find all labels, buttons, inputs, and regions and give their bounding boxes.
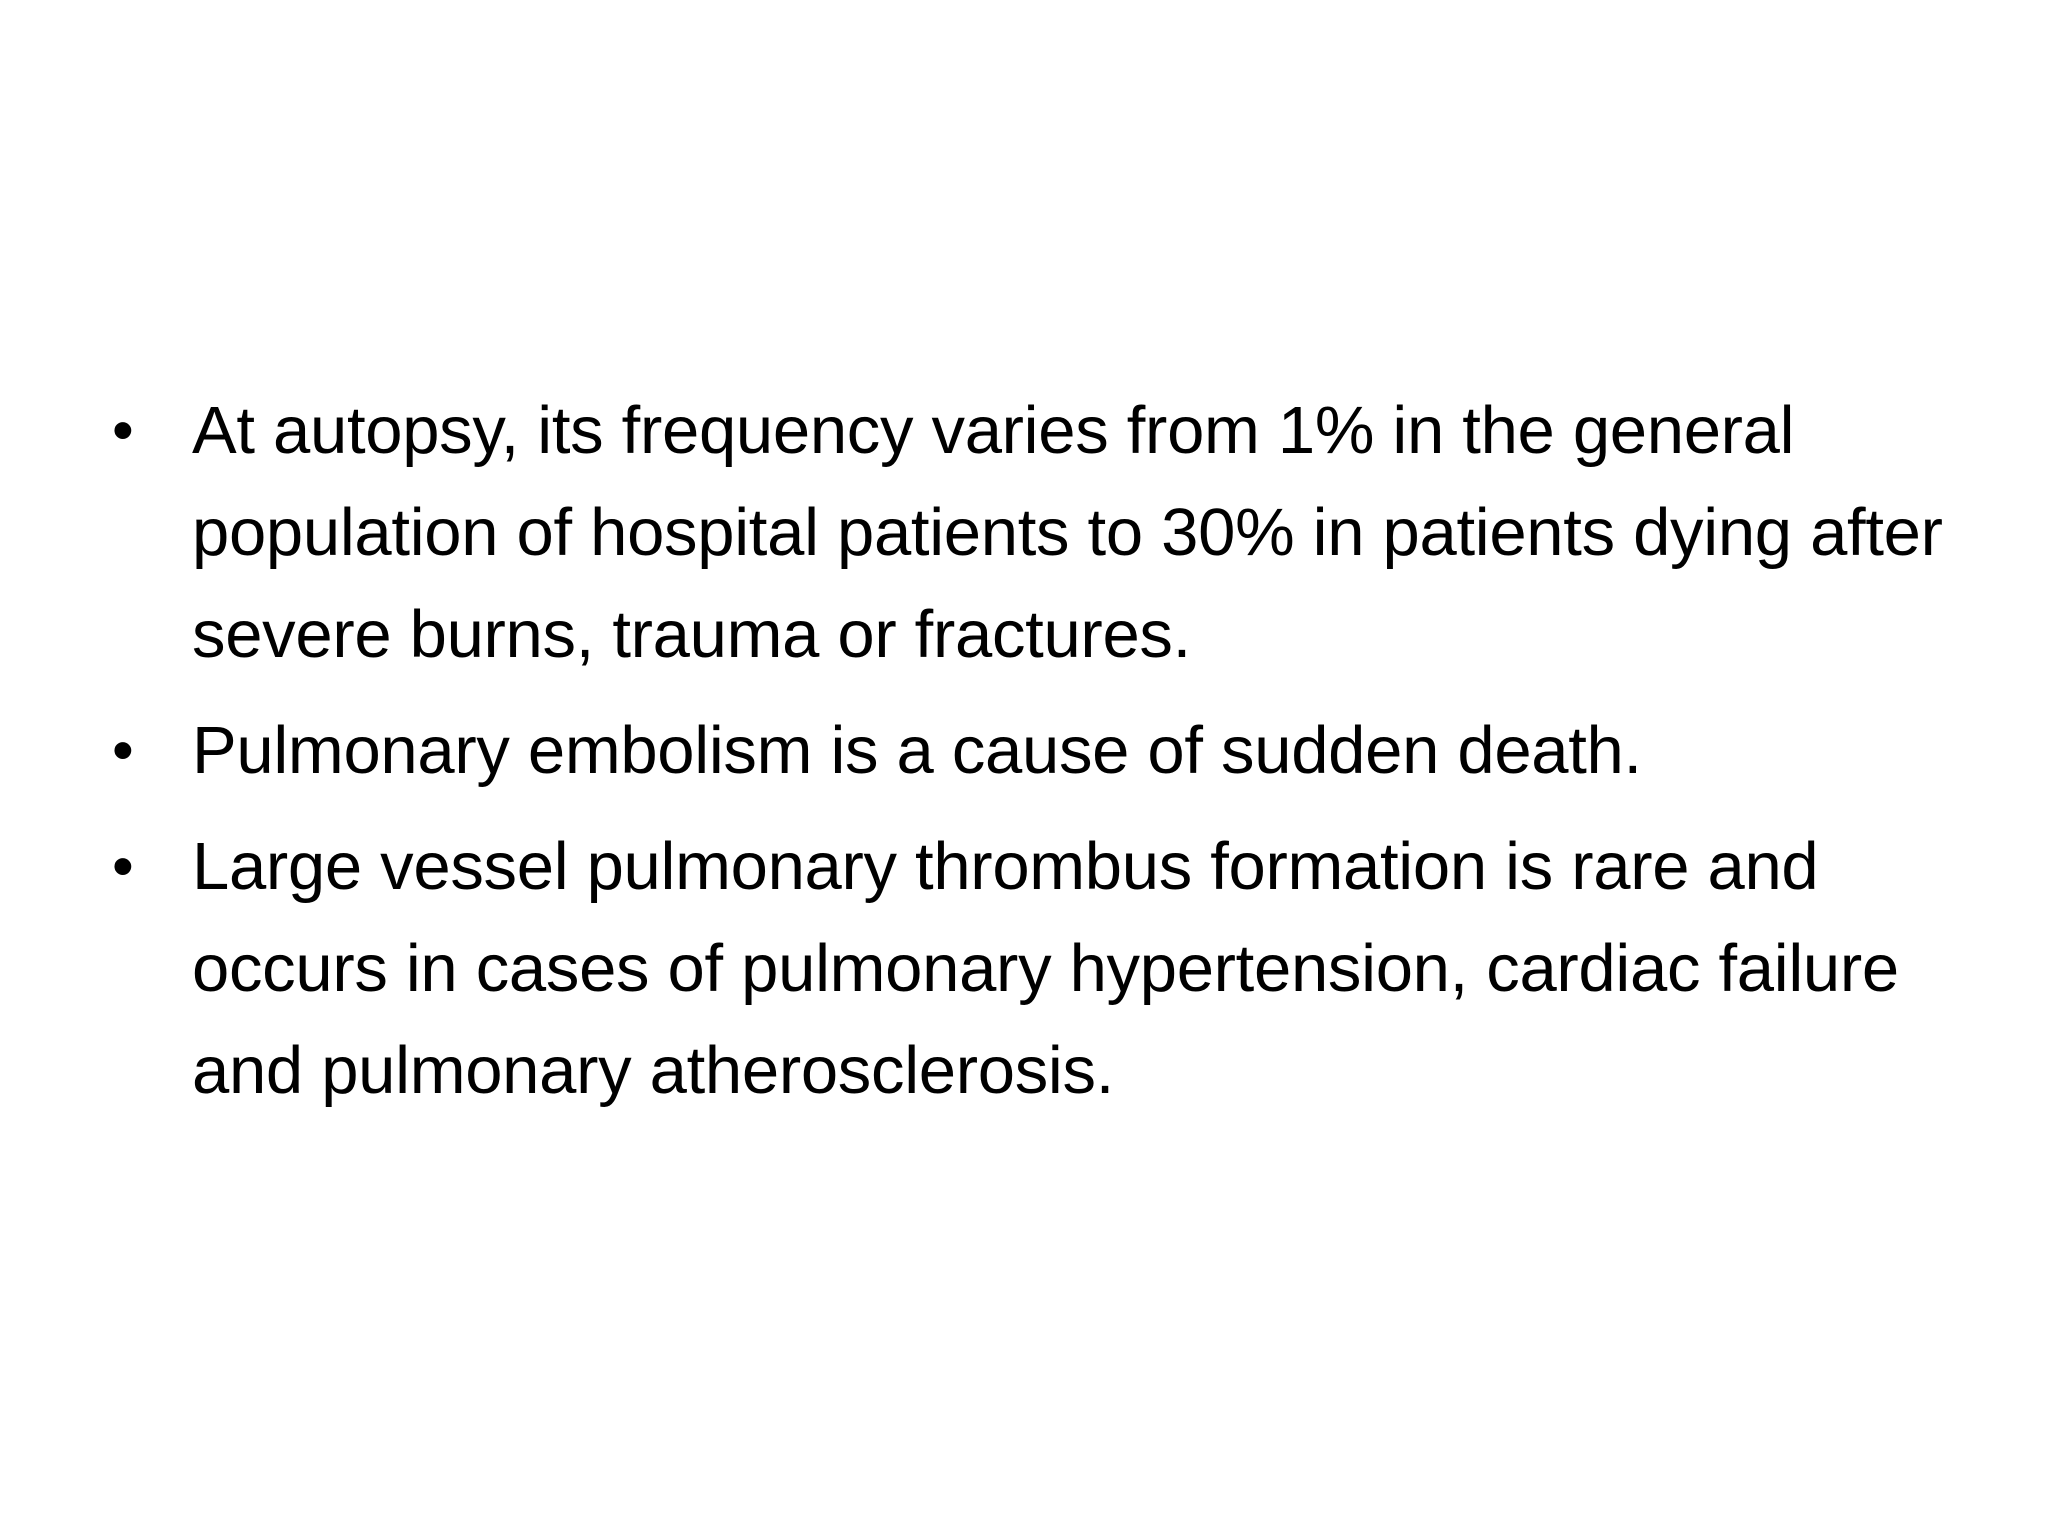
bullet-dot-icon: • xyxy=(112,832,134,901)
bullet-item-sudden-death xyxy=(108,700,1988,802)
bullet-item-large-vessel-thrombus xyxy=(108,816,1988,1122)
bullet-dot-icon: • xyxy=(112,396,134,465)
bullet-item-autopsy-frequency xyxy=(108,380,1988,686)
bullet-text: Large vessel pulmonary thrombus formation is rare and occurs in cases of pulmonary hypertension, cardiac failure and pulmonary atherosclerosis. xyxy=(192,829,1899,1108)
bullet-list xyxy=(108,380,1988,1136)
bullet-text: At autopsy, its frequency varies from 1% in the general population of hospital patients to 30% in patients dying after severe burns, trauma or fractures. xyxy=(192,393,1943,672)
bullet-dot-icon: • xyxy=(112,716,134,785)
bullet-text: Pulmonary embolism is a cause of sudden death. xyxy=(192,713,1642,788)
